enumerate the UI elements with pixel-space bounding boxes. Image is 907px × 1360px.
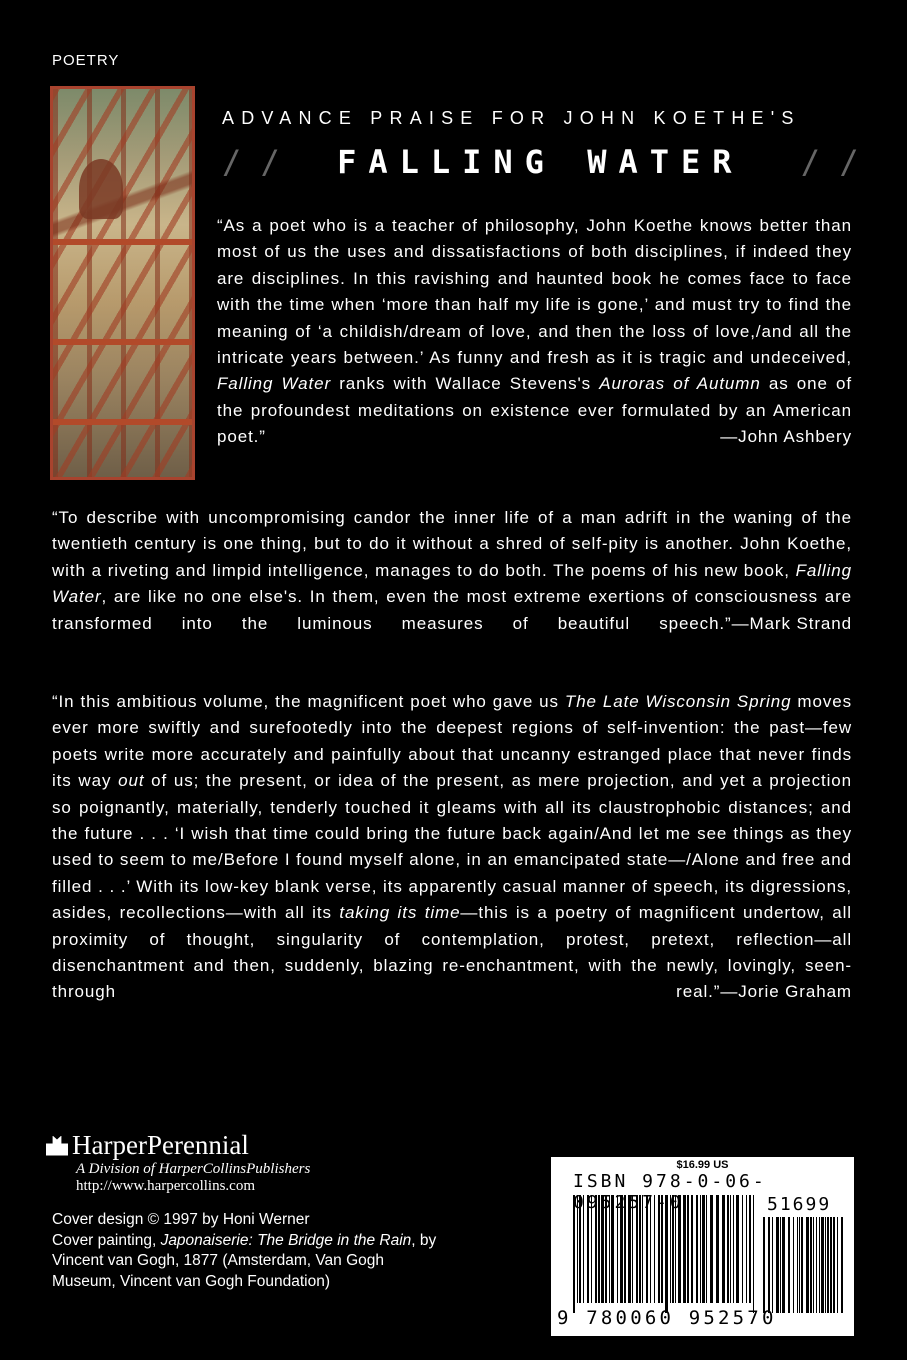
blurb-author: —Mark Strand — [731, 613, 852, 633]
addon-bar — [806, 1217, 809, 1313]
praise-heading: ADVANCE PRAISE FOR JOHN KOETHE'S — [222, 108, 801, 128]
addon-bar — [797, 1217, 798, 1313]
publisher-block — [46, 1130, 310, 1195]
addon-bar — [782, 1217, 785, 1313]
design-credit: Cover design © 1997 by Honi Werner — [52, 1211, 310, 1228]
blurb-graham — [52, 689, 852, 1006]
painting-credit: Cover painting, Japonaiserie: The Bridge in the Rain, by Vincent van Gogh, 1877 (Amsterdam, Van Gogh Museum, Vincent van Gogh Foundation) — [52, 1231, 437, 1290]
book-title-line — [222, 143, 859, 181]
blurb-strand — [52, 505, 852, 637]
addon-bar — [772, 1217, 773, 1313]
category-label: POETRY — [52, 52, 120, 69]
harper-flame-icon — [46, 1136, 68, 1156]
addon-bar — [793, 1217, 794, 1313]
addon-bar — [799, 1217, 800, 1313]
addon-bar — [821, 1217, 824, 1313]
blurb-text: “In this ambitious volume, the magnificent poet who gave us The Late Wisconsin Spring moves ever more swiftly and surefootedly into the deepest regions of self-invention: the past—few poets write more accurately and painfully about that uncanny estranged place that never finds its way out of us; the present, or idea of the present, as mere projection, and yet a projection so poignantly, materially, tenderly touched it gleams with all its claustrophobic distances; and the future . . . ‘I wish that time could bring the future back again/And let me see things as they used to seem to me/Before I found myself alone, in an emancipated state—/Alone and free and filled . . .’ With its low-key blank verse, its apparently casual manner of speech, its digressions, asides, recollections—with all its taking its time—this is a poetry of magnificent undertow, all proximity of thought, singularity of contemplation, protest, pretext, reflection—all disenchantment and then, suddenly, blazing re-enchantment, with the newly, lovingly, seen-through real.” — [52, 692, 852, 1002]
addon-bar — [810, 1217, 812, 1313]
blurb-text: “To describe with uncompromising candor the inner life of a man adrift in the waning of the twentieth century is one thing, but to do it without a shred of self-pity is another. John Koethe, with a riveting and limpid intelligence, manages to do both. The poems of his new book, Falling Water, are like no one else's. In them, even the most extreme exertions of consciousness are transformed into the luminous measures of beautiful speech.” — [52, 508, 852, 633]
ean-digits: 9 780060 952570 — [557, 1307, 777, 1329]
cover-painting-detail — [50, 86, 195, 480]
publisher-name: HarperPerennial — [72, 1130, 249, 1160]
addon-bar — [768, 1217, 770, 1313]
addon-bar — [801, 1217, 803, 1313]
blurb-author: —John Ashbery — [720, 427, 852, 447]
price-addon-number: 51699 — [767, 1194, 832, 1215]
addon-bar — [841, 1217, 843, 1313]
isbn-text: ISBN 978-0-06-095257-0 — [573, 1171, 767, 1213]
publisher-division: A Division of HarperCollinsPublishers — [76, 1161, 311, 1177]
blurb-ashbery — [217, 213, 852, 451]
book-title: FALLING WATER — [337, 143, 744, 181]
addon-bar — [830, 1217, 832, 1313]
price-label: $16.99 US — [676, 1159, 729, 1171]
addon-bar — [788, 1217, 790, 1313]
addon-bar — [837, 1217, 838, 1313]
addon-bar — [833, 1217, 835, 1313]
addon-bar — [819, 1217, 820, 1313]
title-slashes-right: / / — [800, 143, 859, 181]
addon-bar — [816, 1217, 817, 1313]
blurb-author: —Jorie Graham — [720, 982, 852, 1002]
title-slashes-left: / / — [222, 143, 280, 181]
barcode-box — [551, 1157, 854, 1336]
addon-bar — [825, 1217, 826, 1313]
addon-bar — [780, 1217, 781, 1313]
cover-credits — [52, 1210, 452, 1292]
addon-bar — [813, 1217, 814, 1313]
addon-bar — [827, 1217, 829, 1313]
addon-bar — [776, 1217, 779, 1313]
addon-bar — [763, 1217, 765, 1313]
publisher-url: http://www.harpercollins.com — [76, 1178, 255, 1194]
blurb-text: “As a poet who is a teacher of philosophy, John Koethe knows better than most of us the uses and dissatisfactions of both disciplines, if indeed they are disciplines. In this ravishing and haunted book he comes face to face with the time when ‘more than half my life is gone,’ and must try to find the meaning of ‘a childish/dream of love, and then the loss of love,/and all the intricate years between.’ As funny and fresh as it is tragic and undeceived, Falling Water ranks with Wallace Stevens's Auroras of Autumn as one of the profoundest meditations on existence ever formulated by an American poet.” — [217, 216, 853, 447]
